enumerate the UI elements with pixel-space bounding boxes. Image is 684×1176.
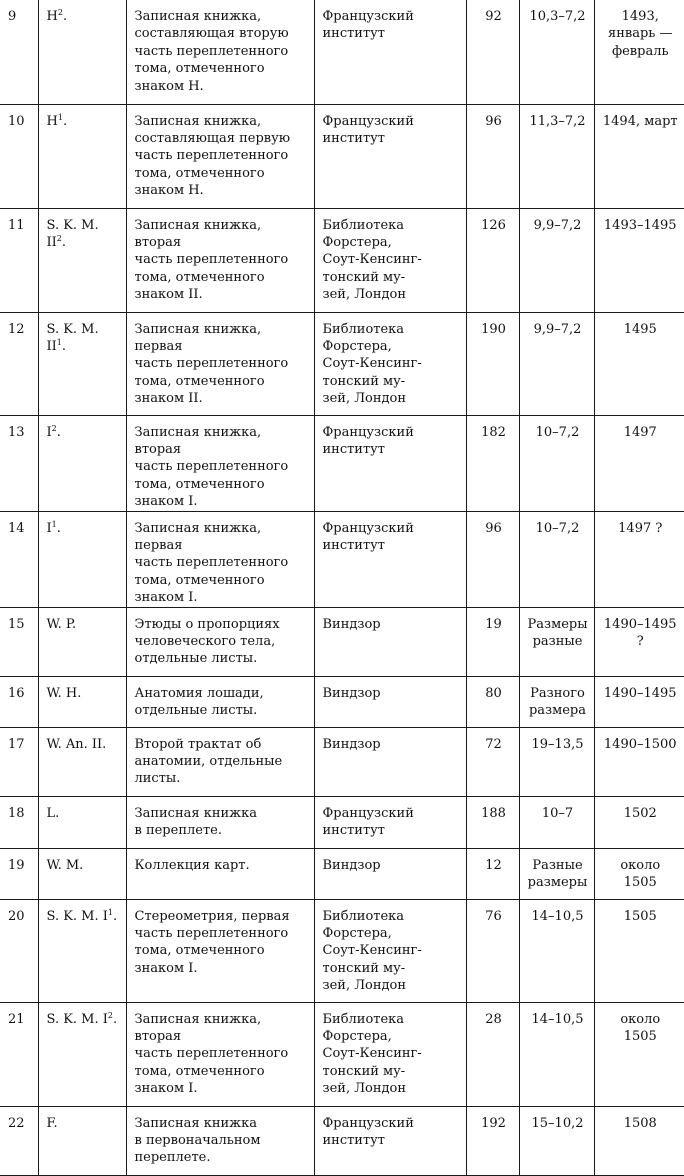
sigil-cell xyxy=(38,1106,126,1175)
sigil: S. K. M. I xyxy=(46,1011,108,1027)
sigil-superscript: 2 xyxy=(57,8,63,17)
manuscript-size: 10–7 xyxy=(519,796,594,848)
manuscript-title: Записная книжка, вторая часть переплетенного тома, отмеченного знаком II. xyxy=(126,208,314,312)
manuscript-date: 1490–1500 xyxy=(594,727,684,796)
manuscript-title: Этюды о пропорциях человеческого тела, отдельные листы. xyxy=(126,607,314,676)
sigil-cell xyxy=(38,796,126,848)
manuscript-date: 1508 xyxy=(594,1106,684,1175)
manuscript-location: Библиотека Форстера, Соут-Кенсинг- тонский му- зей, Лондон xyxy=(314,208,466,312)
sigil-tail: . xyxy=(62,113,68,129)
table-row xyxy=(0,727,684,796)
table-row xyxy=(0,607,684,676)
sheet-count: 28 xyxy=(466,1002,519,1106)
sigil-superscript: 2 xyxy=(107,1010,113,1020)
table-row xyxy=(0,415,684,511)
manuscript-location: Библиотека Форстера, Соут-Кенсинг- тонский му- зей, Лондон xyxy=(314,312,466,415)
sigil: H xyxy=(46,9,58,24)
sigil-cell xyxy=(38,208,126,312)
manuscript-size: 11,3–7,2 xyxy=(519,104,594,208)
table-row xyxy=(0,796,684,848)
sigil-cell xyxy=(38,607,126,676)
sigil-cell xyxy=(38,415,126,511)
manuscript-location: Виндзор xyxy=(314,727,466,796)
manuscript-title: Записная книжка, первая часть переплетенного тома, отмеченного знаком I. xyxy=(126,511,314,607)
sigil-superscript: 2 xyxy=(51,423,57,433)
manuscript-location: Библиотека Форстера, Соут-Кенсинг- тонский му- зей, Лондон xyxy=(314,1002,466,1106)
sigil: I xyxy=(46,424,52,440)
sigil-tail: . xyxy=(61,338,67,354)
manuscript-size: 10,3–7,2 xyxy=(519,0,594,104)
sigil: L. xyxy=(46,805,60,821)
row-number: 17 xyxy=(0,727,38,796)
row-number: 21 xyxy=(0,1002,38,1106)
manuscript-date: 1490–1495 xyxy=(594,676,684,727)
sheet-count: 126 xyxy=(466,208,519,312)
sigil: S. K. M. I xyxy=(46,908,108,924)
manuscript-date: 1490–1495 ? xyxy=(594,607,684,676)
sigil: W. M. xyxy=(46,857,84,873)
sigil: S. K. M. II xyxy=(46,321,99,354)
table-row xyxy=(0,1106,684,1175)
manuscript-date: 1502 xyxy=(594,796,684,848)
sigil-tail: . xyxy=(62,9,68,24)
manuscript-location: Французский институт xyxy=(314,796,466,848)
manuscript-size: Разного размера xyxy=(519,676,594,727)
row-number: 14 xyxy=(0,511,38,607)
sheet-count: 92 xyxy=(466,0,519,104)
sigil-superscript: 2 xyxy=(56,233,62,243)
manuscript-size: 14–10,5 xyxy=(519,899,594,1002)
sigil: W. H. xyxy=(46,685,82,701)
sheet-count: 96 xyxy=(466,104,519,208)
manuscript-size: 9,9–7,2 xyxy=(519,312,594,415)
manuscript-date: 1494, март xyxy=(594,104,684,208)
manuscript-size: 15–10,2 xyxy=(519,1106,594,1175)
sigil-tail: . xyxy=(61,234,67,250)
manuscript-title: Стереометрия, первая часть переплетенного тома, отмеченного знаком I. xyxy=(126,899,314,1002)
sigil: S. K. M. II xyxy=(46,217,99,250)
manuscript-title: Записная книжка в переплете. xyxy=(126,796,314,848)
sheet-count: 190 xyxy=(466,312,519,415)
sigil-tail: . xyxy=(56,520,61,536)
sigil-cell xyxy=(38,899,126,1002)
manuscript-location: Виндзор xyxy=(314,848,466,899)
sigil-cell xyxy=(38,511,126,607)
row-number: 15 xyxy=(0,607,38,676)
sigil: W. P. xyxy=(46,616,77,632)
sigil-superscript: 1 xyxy=(57,112,63,122)
manuscript-title: Второй трактат об анатомии, отдельные листы. xyxy=(126,727,314,796)
sheet-count: 188 xyxy=(466,796,519,848)
manuscript-location: Французский институт xyxy=(314,0,466,104)
row-number: 9 xyxy=(0,0,38,104)
sheet-count: 76 xyxy=(466,899,519,1002)
manuscript-title: Записная книжка, вторая часть переплетенного тома, отмеченного знаком I. xyxy=(126,415,314,511)
sigil-tail: . xyxy=(56,424,61,440)
sigil-superscript: 1 xyxy=(51,519,57,529)
sigil-cell xyxy=(38,848,126,899)
manuscript-location: Виндзор xyxy=(314,607,466,676)
row-number: 11 xyxy=(0,208,38,312)
manuscript-date: около 1505 xyxy=(594,1002,684,1106)
row-number: 19 xyxy=(0,848,38,899)
sigil-cell xyxy=(38,0,126,104)
table-row xyxy=(0,676,684,727)
manuscript-date: 1493–1495 xyxy=(594,208,684,312)
row-number: 22 xyxy=(0,1106,38,1175)
table-row xyxy=(0,511,684,607)
sheet-count: 12 xyxy=(466,848,519,899)
row-number: 16 xyxy=(0,676,38,727)
manuscript-date: 1497 xyxy=(594,415,684,511)
sheet-count: 19 xyxy=(466,607,519,676)
sigil: H xyxy=(46,113,58,129)
manuscript-title: Записная книжка, составляющая вторую часть переплетенного тома, отмеченного знаком H. xyxy=(126,0,314,104)
manuscript-title: Анатомия лошади, отдельные листы. xyxy=(126,676,314,727)
sheet-count: 192 xyxy=(466,1106,519,1175)
manuscript-size: 9,9–7,2 xyxy=(519,208,594,312)
table-row xyxy=(0,0,684,104)
sheet-count: 80 xyxy=(466,676,519,727)
manuscript-title: Записная книжка, первая часть переплетенного тома, отмеченного знаком II. xyxy=(126,312,314,415)
row-number: 10 xyxy=(0,104,38,208)
table-row xyxy=(0,1002,684,1106)
sheet-count: 182 xyxy=(466,415,519,511)
manuscript-location: Французский институт xyxy=(314,1106,466,1175)
manuscript-size: 14–10,5 xyxy=(519,1002,594,1106)
sigil-cell xyxy=(38,312,126,415)
sigil-cell xyxy=(38,676,126,727)
manuscript-size: Разные размеры xyxy=(519,848,594,899)
manuscript-location: Французский институт xyxy=(314,104,466,208)
table-row xyxy=(0,848,684,899)
manuscript-location: Французский институт xyxy=(314,415,466,511)
sigil-tail: . xyxy=(113,908,118,924)
sigil-cell xyxy=(38,1002,126,1106)
table-row xyxy=(0,104,684,208)
sigil: W. An. II. xyxy=(46,736,107,752)
manuscript-location: Библиотека Форстера, Соут-Кенсинг- тонский му- зей, Лондон xyxy=(314,899,466,1002)
manuscript-title: Коллекция карт. xyxy=(126,848,314,899)
manuscript-date: 1497 ? xyxy=(594,511,684,607)
manuscript-size: 10–7,2 xyxy=(519,415,594,511)
sigil: F. xyxy=(46,1115,58,1131)
sigil-cell xyxy=(38,727,126,796)
sheet-count: 72 xyxy=(466,727,519,796)
manuscript-date: 1493, январь — февраль xyxy=(594,0,684,104)
manuscript-date: около 1505 xyxy=(594,848,684,899)
row-number: 13 xyxy=(0,415,38,511)
table-row xyxy=(0,312,684,415)
sigil-cell xyxy=(38,104,126,208)
sigil-superscript: 1 xyxy=(56,337,62,347)
sigil-superscript: 1 xyxy=(107,907,113,917)
sigil-tail: . xyxy=(113,1011,118,1027)
manuscript-title: Записная книжка, вторая часть переплетенного тома, отмеченного знаком I. xyxy=(126,1002,314,1106)
row-number: 12 xyxy=(0,312,38,415)
manuscript-size: 10–7,2 xyxy=(519,511,594,607)
row-number: 18 xyxy=(0,796,38,848)
manuscript-location: Виндзор xyxy=(314,676,466,727)
manuscript-title: Записная книжка, составляющая первую часть переплетенного тома, отмеченного знаком H. xyxy=(126,104,314,208)
row-number: 20 xyxy=(0,899,38,1002)
manuscript-location: Французский институт xyxy=(314,511,466,607)
table-row xyxy=(0,208,684,312)
manuscript-title: Записная книжка в первоначальном переплете. xyxy=(126,1106,314,1175)
table-row xyxy=(0,899,684,1002)
manuscript-date: 1495 xyxy=(594,312,684,415)
manuscript-size: 19–13,5 xyxy=(519,727,594,796)
sigil: I xyxy=(46,520,52,536)
manuscript-date: 1505 xyxy=(594,899,684,1002)
manuscript-size: Размеры разные xyxy=(519,607,594,676)
sheet-count: 96 xyxy=(466,511,519,607)
